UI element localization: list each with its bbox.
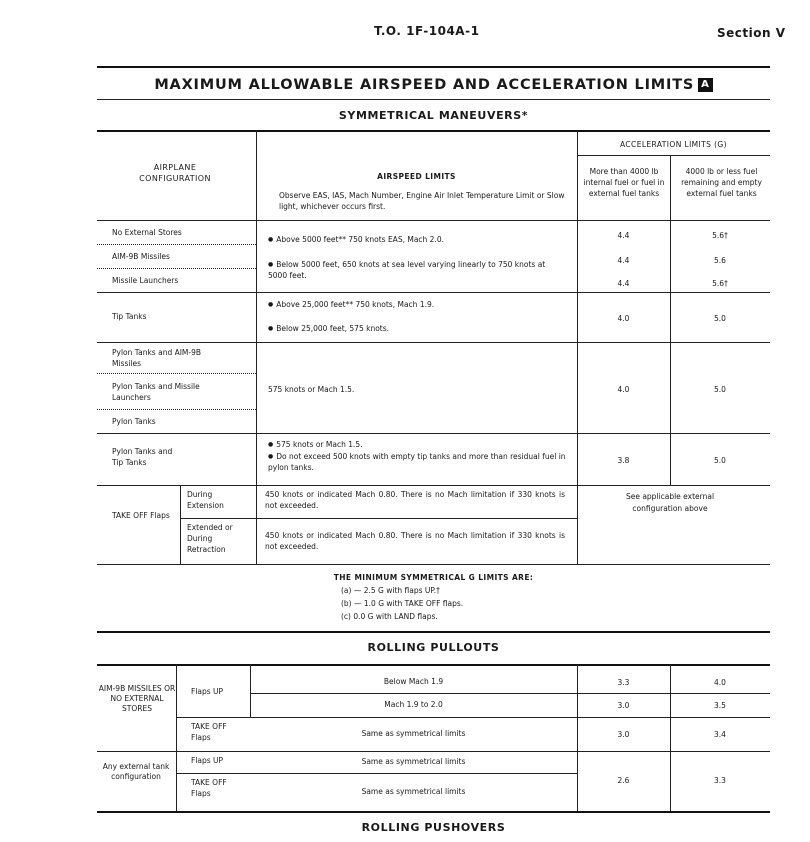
r1-b3: 5.6† xyxy=(712,279,728,288)
rolling-g1-r1-a: 3.3 xyxy=(617,678,630,687)
rolling-group1: AIM-9B MISSILES OR NO EXTERNAL STORES xyxy=(98,684,176,713)
rolling-g2-b: 3.3 xyxy=(714,776,726,785)
rolling-g1-takeoff: TAKE OFF Flaps xyxy=(191,722,227,742)
col-airspeed: AIRSPEED LIMITS xyxy=(377,172,456,181)
config-pylon-launchers: Pylon Tanks and Missile Launchers xyxy=(112,382,200,402)
r1-speed-1-text: Above 5000 feet** 750 knots EAS, Mach 2.0. xyxy=(276,235,444,244)
r2-speed-1: ● Above 25,000 feet** 750 knots, Mach 1.9. xyxy=(268,300,435,309)
pushovers-heading: ROLLING PUSHOVERS xyxy=(361,821,506,834)
r1-b1: 5.6† xyxy=(712,231,728,240)
config-aim9b: AIM-9B Missiles xyxy=(112,252,170,261)
rolling-group2: Any external tank configuration xyxy=(102,762,170,781)
r2-speed-1-text: Above 25,000 feet** 750 knots, Mach 1.9. xyxy=(276,300,435,309)
sym-rule xyxy=(97,130,770,132)
config-tip-tanks: Tip Tanks xyxy=(112,312,147,321)
page-title-text: MAXIMUM ALLOWABLE AIRSPEED AND ACCELERATION LIMITS xyxy=(154,77,695,93)
r1-b2: 5.6 xyxy=(714,256,726,265)
r5-speed-1: 450 knots or indicated Mach 0.80. There is no Mach limitation if 330 knots is not exceeded. xyxy=(265,490,565,510)
header-rule xyxy=(97,220,770,221)
config-launchers: Missile Launchers xyxy=(112,276,179,285)
rolling-g1-flaps-up: Flaps UP xyxy=(191,687,224,696)
pushovers-rule xyxy=(97,811,770,813)
r4-rule xyxy=(97,485,770,486)
config-pylon-aim9b: Pylon Tanks and AIM-9B Missiles xyxy=(112,348,202,368)
r5-see-above: See applicable external configuration above xyxy=(625,492,715,513)
minimum-a: (a) — 2.5 G with flaps UP.† xyxy=(341,586,440,595)
r1-speed-1: ● Above 5000 feet** 750 knots EAS, Mach 2.0. xyxy=(268,235,444,244)
rg1-div2 xyxy=(176,717,770,718)
col-accel: ACCELERATION LIMITS (G) xyxy=(620,140,727,149)
rolling-g1-r2-a: 3.0 xyxy=(617,701,630,710)
section-label: Section V xyxy=(717,26,786,40)
rolling-g1-r2: Mach 1.9 to 2.0 xyxy=(384,700,443,709)
doc-number: T.O. 1F-104A-1 xyxy=(374,24,480,38)
accel-rule xyxy=(577,155,770,156)
r2-speed-2: ● Below 25,000 feet, 575 knots. xyxy=(268,324,390,333)
r4-speed-2-text: Do not exceed 500 knots with empty tip tanks and more than residual fuel in pylon tanks. xyxy=(268,452,566,472)
takeoff-during-extension: During Extension xyxy=(187,490,224,510)
r4-speed-1-text: 575 knots or Mach 1.5. xyxy=(276,440,363,449)
minimum-title: THE MINIMUM SYMMETRICAL G LIMITS ARE: xyxy=(333,573,534,582)
col-accel-b: 4000 lb or less fuel remaining and empty external fuel tanks xyxy=(681,167,762,198)
config-pylon: Pylon Tanks xyxy=(112,417,156,426)
r3-b: 5.0 xyxy=(714,385,726,394)
minimum-c: (c) 0.0 G with LAND flaps. xyxy=(341,612,438,621)
rolling-top-rule xyxy=(97,631,770,633)
r5-speed-2: 450 knots or indicated Mach 0.80. There is no Mach limitation if 330 knots is not exceeded. xyxy=(265,531,565,551)
rolling-g1-r1: Below Mach 1.9 xyxy=(383,677,444,686)
rolling-g1-r3-a: 3.0 xyxy=(617,730,630,739)
config-pylon-tip: Pylon Tanks and Tip Tanks xyxy=(112,447,173,467)
rolling-g2-takeoff: TAKE OFF Flaps xyxy=(191,778,227,798)
r1-a1: 4.4 xyxy=(617,231,630,240)
config-takeoff-flaps: TAKE OFF Flaps xyxy=(112,511,170,520)
title-badge: A xyxy=(698,78,713,92)
r5-rule xyxy=(97,564,770,565)
r1-a2: 4.4 xyxy=(617,256,630,265)
r1-a3: 4.4 xyxy=(617,279,630,288)
rg-sep xyxy=(97,751,770,752)
col-airspeed-note: Observe EAS, IAS, Mach Number, Engine Air Inlet Temperature Limit or Slow light, whichever occurs first. xyxy=(279,191,565,211)
r1-rule xyxy=(97,292,770,293)
rolling-g1-r3: Same as symmetrical limits xyxy=(361,729,466,738)
col-accel-a: More than 4000 lb internal fuel or fuel in external fuel tanks xyxy=(583,167,665,198)
r4-a: 3.8 xyxy=(617,456,630,465)
config-no-external: No External Stores xyxy=(112,228,182,237)
v-accel xyxy=(577,130,578,564)
rg2-div xyxy=(176,773,577,774)
page-title xyxy=(97,77,770,93)
rolling-g1-r1-b: 4.0 xyxy=(714,678,726,687)
sym-heading: SYMMETRICAL MANEUVERS* xyxy=(338,109,529,122)
title-rule xyxy=(97,99,770,100)
r4-speed-1: ● 575 knots or Mach 1.5. xyxy=(268,440,363,449)
rolling-g2-r2: Same as symmetrical limits xyxy=(361,787,466,796)
v-takeoff-sub xyxy=(180,485,181,564)
minimum-b: (b) — 1.0 G with TAKE OFF flaps. xyxy=(341,599,464,608)
r3-div1 xyxy=(97,373,256,374)
r2-speed-2-text: Below 25,000 feet, 575 knots. xyxy=(276,324,390,333)
r1-speed-2-text: Below 5000 feet, 650 knots at sea level varying linearly to 750 knots at 5000 feet. xyxy=(268,260,546,280)
rolling-heading: ROLLING PULLOUTS xyxy=(367,641,500,654)
rolling-g2-a: 2.6 xyxy=(617,776,630,785)
r2-b: 5.0 xyxy=(714,314,726,323)
rolling-g1-r3-b: 3.4 xyxy=(714,730,726,739)
takeoff-extended-retraction: Extended or During Retraction xyxy=(187,523,233,554)
v-config xyxy=(256,130,257,564)
r4-speed-2: ● Do not exceed 500 knots with empty tip tanks and more than residual fuel in pylon tanks. xyxy=(268,452,566,472)
r1-div2 xyxy=(97,268,256,269)
rolling-g2-r1: Same as symmetrical limits xyxy=(361,757,466,766)
r1-div1 xyxy=(97,244,256,245)
col-config: AIRPLANE CONFIGURATION xyxy=(139,163,211,183)
r3-div2 xyxy=(97,409,256,410)
r4-b: 5.0 xyxy=(714,456,726,465)
r3-a: 4.0 xyxy=(617,385,630,394)
r5-div xyxy=(180,518,577,519)
r3-speed: 575 knots or Mach 1.5. xyxy=(268,385,355,394)
r3-rule xyxy=(97,433,770,434)
rolling-g1-r2-b: 3.5 xyxy=(714,701,726,710)
rg1-div xyxy=(250,693,770,694)
top-rule xyxy=(97,66,770,68)
r2-a: 4.0 xyxy=(617,314,630,323)
r2-rule xyxy=(97,342,770,343)
r1-speed-2: ● Below 5000 feet, 650 knots at sea level varying linearly to 750 knots at 5000 feet. xyxy=(268,260,546,280)
rolling-g2-flaps-up: Flaps UP xyxy=(191,756,224,765)
